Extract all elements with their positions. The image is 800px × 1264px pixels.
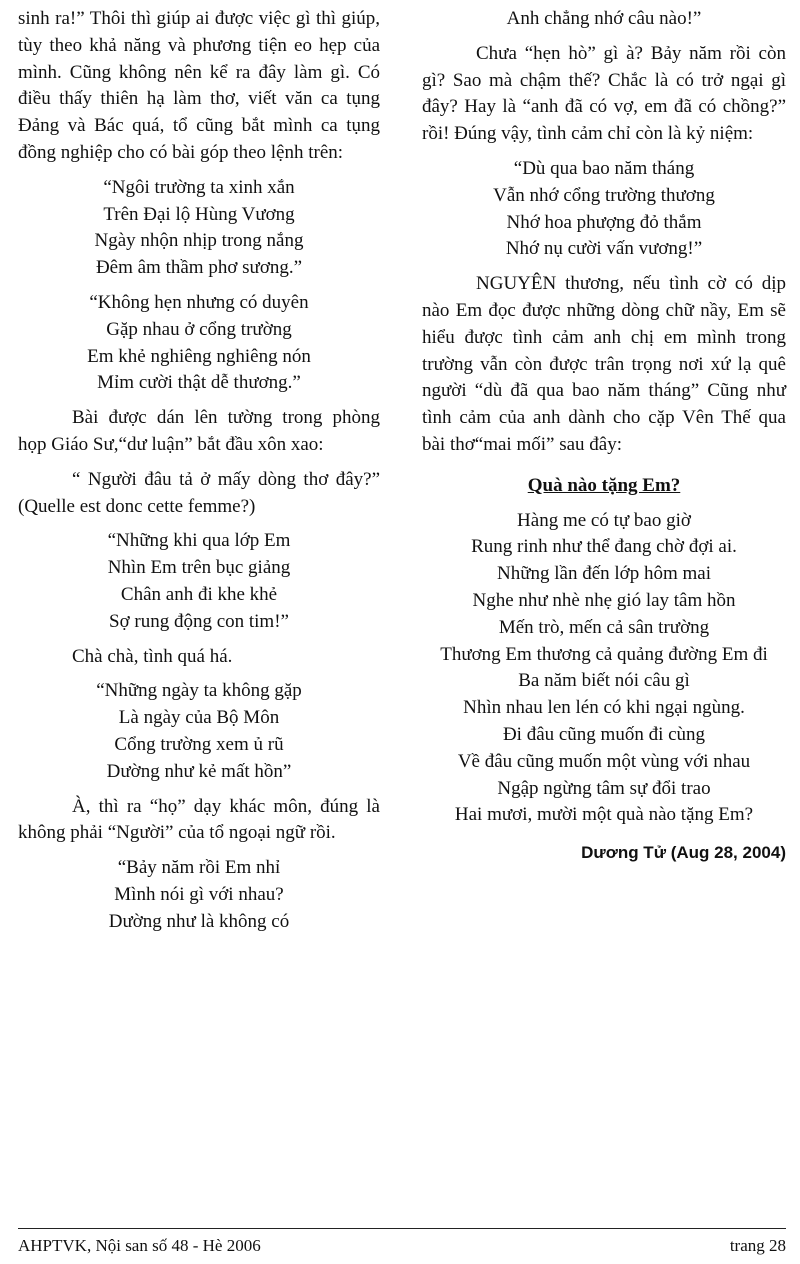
poem-line: Rung rinh như thể đang chờ đợi ai. — [471, 536, 737, 558]
paragraph: NGUYÊN thương, nếu tình cờ có dịp nào Em đọc được những dòng chữ nầy, Em sẽ hiểu được tình cảm anh chị em mình trong trường vẫn còn được trân trọng nơi xứ lạ quê người “dù đã qua bao năm tháng” Cũng như tình cảm của anh dành cho cặp Vên Thế qua bài thơ“mai mối” sau đây: — [422, 273, 786, 455]
poem-line: Sợ rung động con tim!” — [109, 610, 289, 632]
poem-stanza-7 — [422, 508, 786, 830]
poem-line: “Những ngày ta không gặp — [96, 680, 302, 702]
poem-line: Mình nói gì với nhau? — [114, 883, 284, 905]
poem-stanza-5 — [18, 855, 380, 935]
paragraph: Chưa “hẹn hò” gì à? Bảy năm rồi còn gì? Sao mà chậm thế? Chắc là có trở ngại gì đây? Hay là “anh đã có vợ, em đã có chồng?” rồi! Đúng vậy, tình cảm chỉ còn là kỷ niệm: — [422, 42, 786, 145]
author-signature: Dương Tử (Aug 28, 2004) — [581, 843, 786, 863]
poem-line: Hai mươi, mười một quà nào tặng Em? — [454, 804, 754, 826]
poem-line: Nhìn Em trên bục giảng — [107, 557, 291, 579]
poem-line: Gặp nhau ở cổng trường — [106, 318, 292, 340]
poem-line: Chân anh đi khe khẻ — [120, 583, 278, 605]
poem-line: Những lần đến lớp hôm mai — [496, 563, 711, 585]
poem-stanza-6 — [422, 156, 786, 263]
paragraph: “ Người đâu tả ở mấy dòng thơ đây?” (Quelle est donc cette femme?) — [18, 468, 380, 517]
poem-line: Nghe như nhè nhẹ gió lay tâm hồn — [472, 589, 736, 611]
poem-line: Ba năm biết nói câu gì — [518, 670, 690, 692]
poem-line: Về đâu cũng muốn một vùng với nhau — [457, 750, 751, 772]
right-column — [422, 6, 786, 863]
poem-line: “Những khi qua lớp Em — [107, 530, 291, 552]
poem-line: Cổng trường xem ủ rũ — [114, 733, 284, 755]
footer-publication: AHPTVK, Nội san số 48 - Hè 2006 — [18, 1236, 261, 1255]
poem-line: “Dù qua bao năm tháng — [513, 157, 695, 179]
poem-line: Mến trò, mến cả sân trường — [498, 616, 710, 638]
paragraph: À, thì ra “họ” dạy khác môn, đúng là không phải “Người” của tổ ngoại ngữ rồi. — [18, 795, 380, 844]
paragraph: Bài được dán lên tường trong phòng họp Giáo Sư,“dư luận” bắt đầu xôn xao: — [18, 407, 380, 455]
footer-divider — [18, 1228, 786, 1229]
poem-title: Quà nào tặng Em? — [527, 474, 681, 496]
poem-stanza-5-end — [422, 6, 786, 33]
poem-line: “Không hẹn nhưng có duyên — [89, 291, 309, 313]
poem-stanza-1 — [18, 175, 380, 282]
poem-line: Trên Đại lộ Hùng Vương — [103, 203, 295, 225]
poem-line: Đêm âm thầm phơ sương.” — [95, 257, 303, 279]
poem-line: Em khẻ nghiêng nghiêng nón — [87, 345, 311, 367]
poem-line: “Ngôi trường ta xinh xắn — [103, 176, 295, 198]
poem-line: Nhìn nhau len lén có khi ngại ngùng. — [463, 697, 745, 719]
poem-line: Hàng me có tự bao giờ — [517, 509, 691, 531]
poem-line: Dường như kẻ mất hồn” — [106, 760, 292, 782]
poem-stanza-4 — [18, 678, 380, 785]
poem-stanza-3 — [18, 528, 380, 635]
poem-line: Ngập ngừng tâm sự đổi trao — [497, 777, 711, 799]
poem-line: Nhớ hoa phượng đỏ thắm — [506, 211, 702, 233]
poem-line: Là ngày của Bộ Môn — [118, 707, 280, 729]
poem-line: Vẫn nhớ cổng trường thương — [493, 184, 715, 206]
left-column — [18, 6, 380, 936]
poem-line: Đi đâu cũng muốn đi cùng — [502, 723, 706, 745]
poem-line: Dường như là không có — [108, 910, 290, 932]
paragraph: Chà chà, tình quá há. — [72, 645, 233, 667]
poem-line: Mỉm cười thật dễ thương.” — [97, 372, 301, 394]
poem-line: Nhớ nụ cười vấn vương!” — [505, 238, 703, 260]
paragraph: sinh ra!” Thôi thì giúp ai được việc gì thì giúp, tùy theo khả năng và phương tiện eo hẹp của mình. Cũng không nên kể ra đây làm gì. Có điều thấy thiên hạ làm thơ, viết văn ca tụng Đảng và Bác quá, tổ cũng bắt mình ca tụng đồng nghiệp cho có bài góp theo lệnh trên: — [18, 8, 380, 163]
poem-stanza-2 — [18, 290, 380, 397]
poem-line: Thương Em thương cả quảng đường Em đi — [440, 643, 768, 665]
poem-line: “Bảy năm rồi Em nhỉ — [117, 857, 281, 879]
footer-page-number: trang 28 — [729, 1236, 786, 1255]
poem-line: Anh chẳng nhớ câu nào!” — [506, 8, 702, 29]
poem-line: Ngày nhộn nhịp trong nắng — [94, 230, 304, 252]
